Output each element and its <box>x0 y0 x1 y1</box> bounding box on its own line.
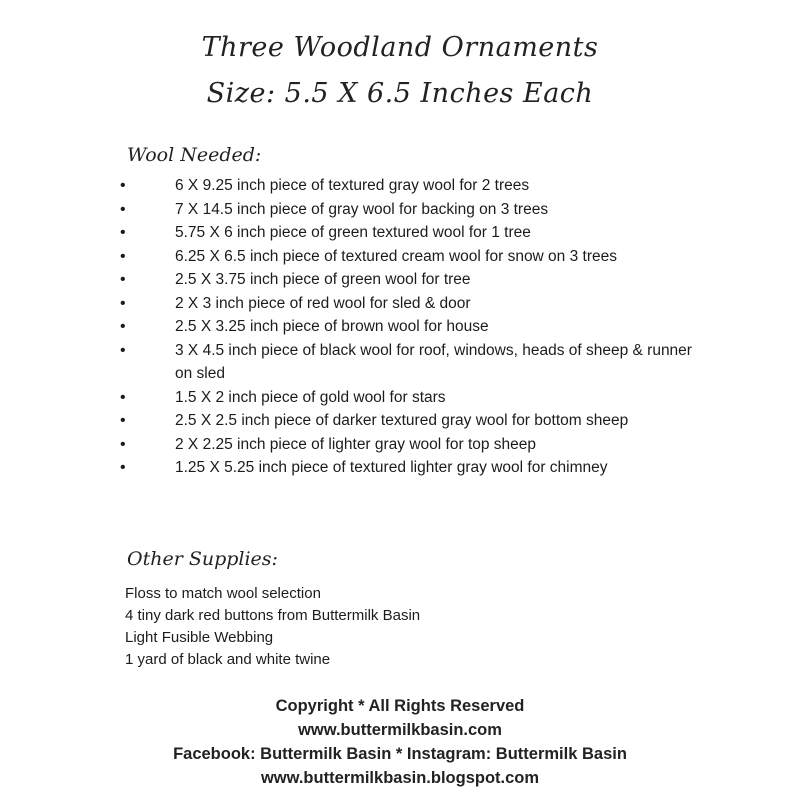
list-item: • 2 X 3 inch piece of red wool for sled & door <box>155 292 695 316</box>
list-item: • 6 X 9.25 inch piece of textured gray wool for 2 trees <box>155 174 695 198</box>
list-item: • 3 X 4.5 inch piece of black wool for roof, windows, heads of sheep & runner on sled <box>155 339 695 386</box>
page-title: Three Woodland Ornaments <box>201 32 599 63</box>
list-item: • 6.25 X 6.5 inch piece of textured cream wool for snow on 3 trees <box>155 245 695 269</box>
blog-link: www.buttermilkbasin.blogspot.com <box>260 769 540 787</box>
list-item: 1 yard of black and white twine <box>125 651 331 668</box>
list-item: • 7 X 14.5 inch piece of gray wool for backing on 3 trees <box>155 198 695 222</box>
list-item: Light Fusible Webbing <box>125 629 274 646</box>
website-link: www.buttermilkbasin.com <box>298 721 502 739</box>
list-item: • 2.5 X 3.25 inch piece of brown wool for house <box>155 315 695 339</box>
other-supplies-heading: Other Supplies: <box>127 548 278 570</box>
list-item: • 1.25 X 5.25 inch piece of textured lighter gray wool for chimney <box>155 456 695 480</box>
footer <box>0 694 800 790</box>
list-item: • 5.75 X 6 inch piece of green textured wool for 1 tree <box>155 221 695 245</box>
list-item: 4 tiny dark red buttons from Buttermilk Basin <box>125 607 421 624</box>
list-item: • 2.5 X 3.75 inch piece of green wool for tree <box>155 268 695 292</box>
wool-needed-list <box>155 174 695 480</box>
list-item: • 1.5 X 2 inch piece of gold wool for stars <box>155 386 695 410</box>
social-media-line: Facebook: Buttermilk Basin * Instagram: Buttermilk Basin <box>173 745 627 763</box>
copyright-notice: Copyright * All Rights Reserved <box>275 697 525 715</box>
list-item: Floss to match wool selection <box>125 585 321 602</box>
list-item: • 2 X 2.25 inch piece of lighter gray wool for top sheep <box>155 433 695 457</box>
wool-needed-heading: Wool Needed: <box>127 144 262 166</box>
other-supplies-list <box>125 583 420 671</box>
page-subtitle-size: Size: 5.5 X 6.5 Inches Each <box>206 78 594 109</box>
list-item: • 2.5 X 2.5 inch piece of darker textured gray wool for bottom sheep <box>155 409 695 433</box>
